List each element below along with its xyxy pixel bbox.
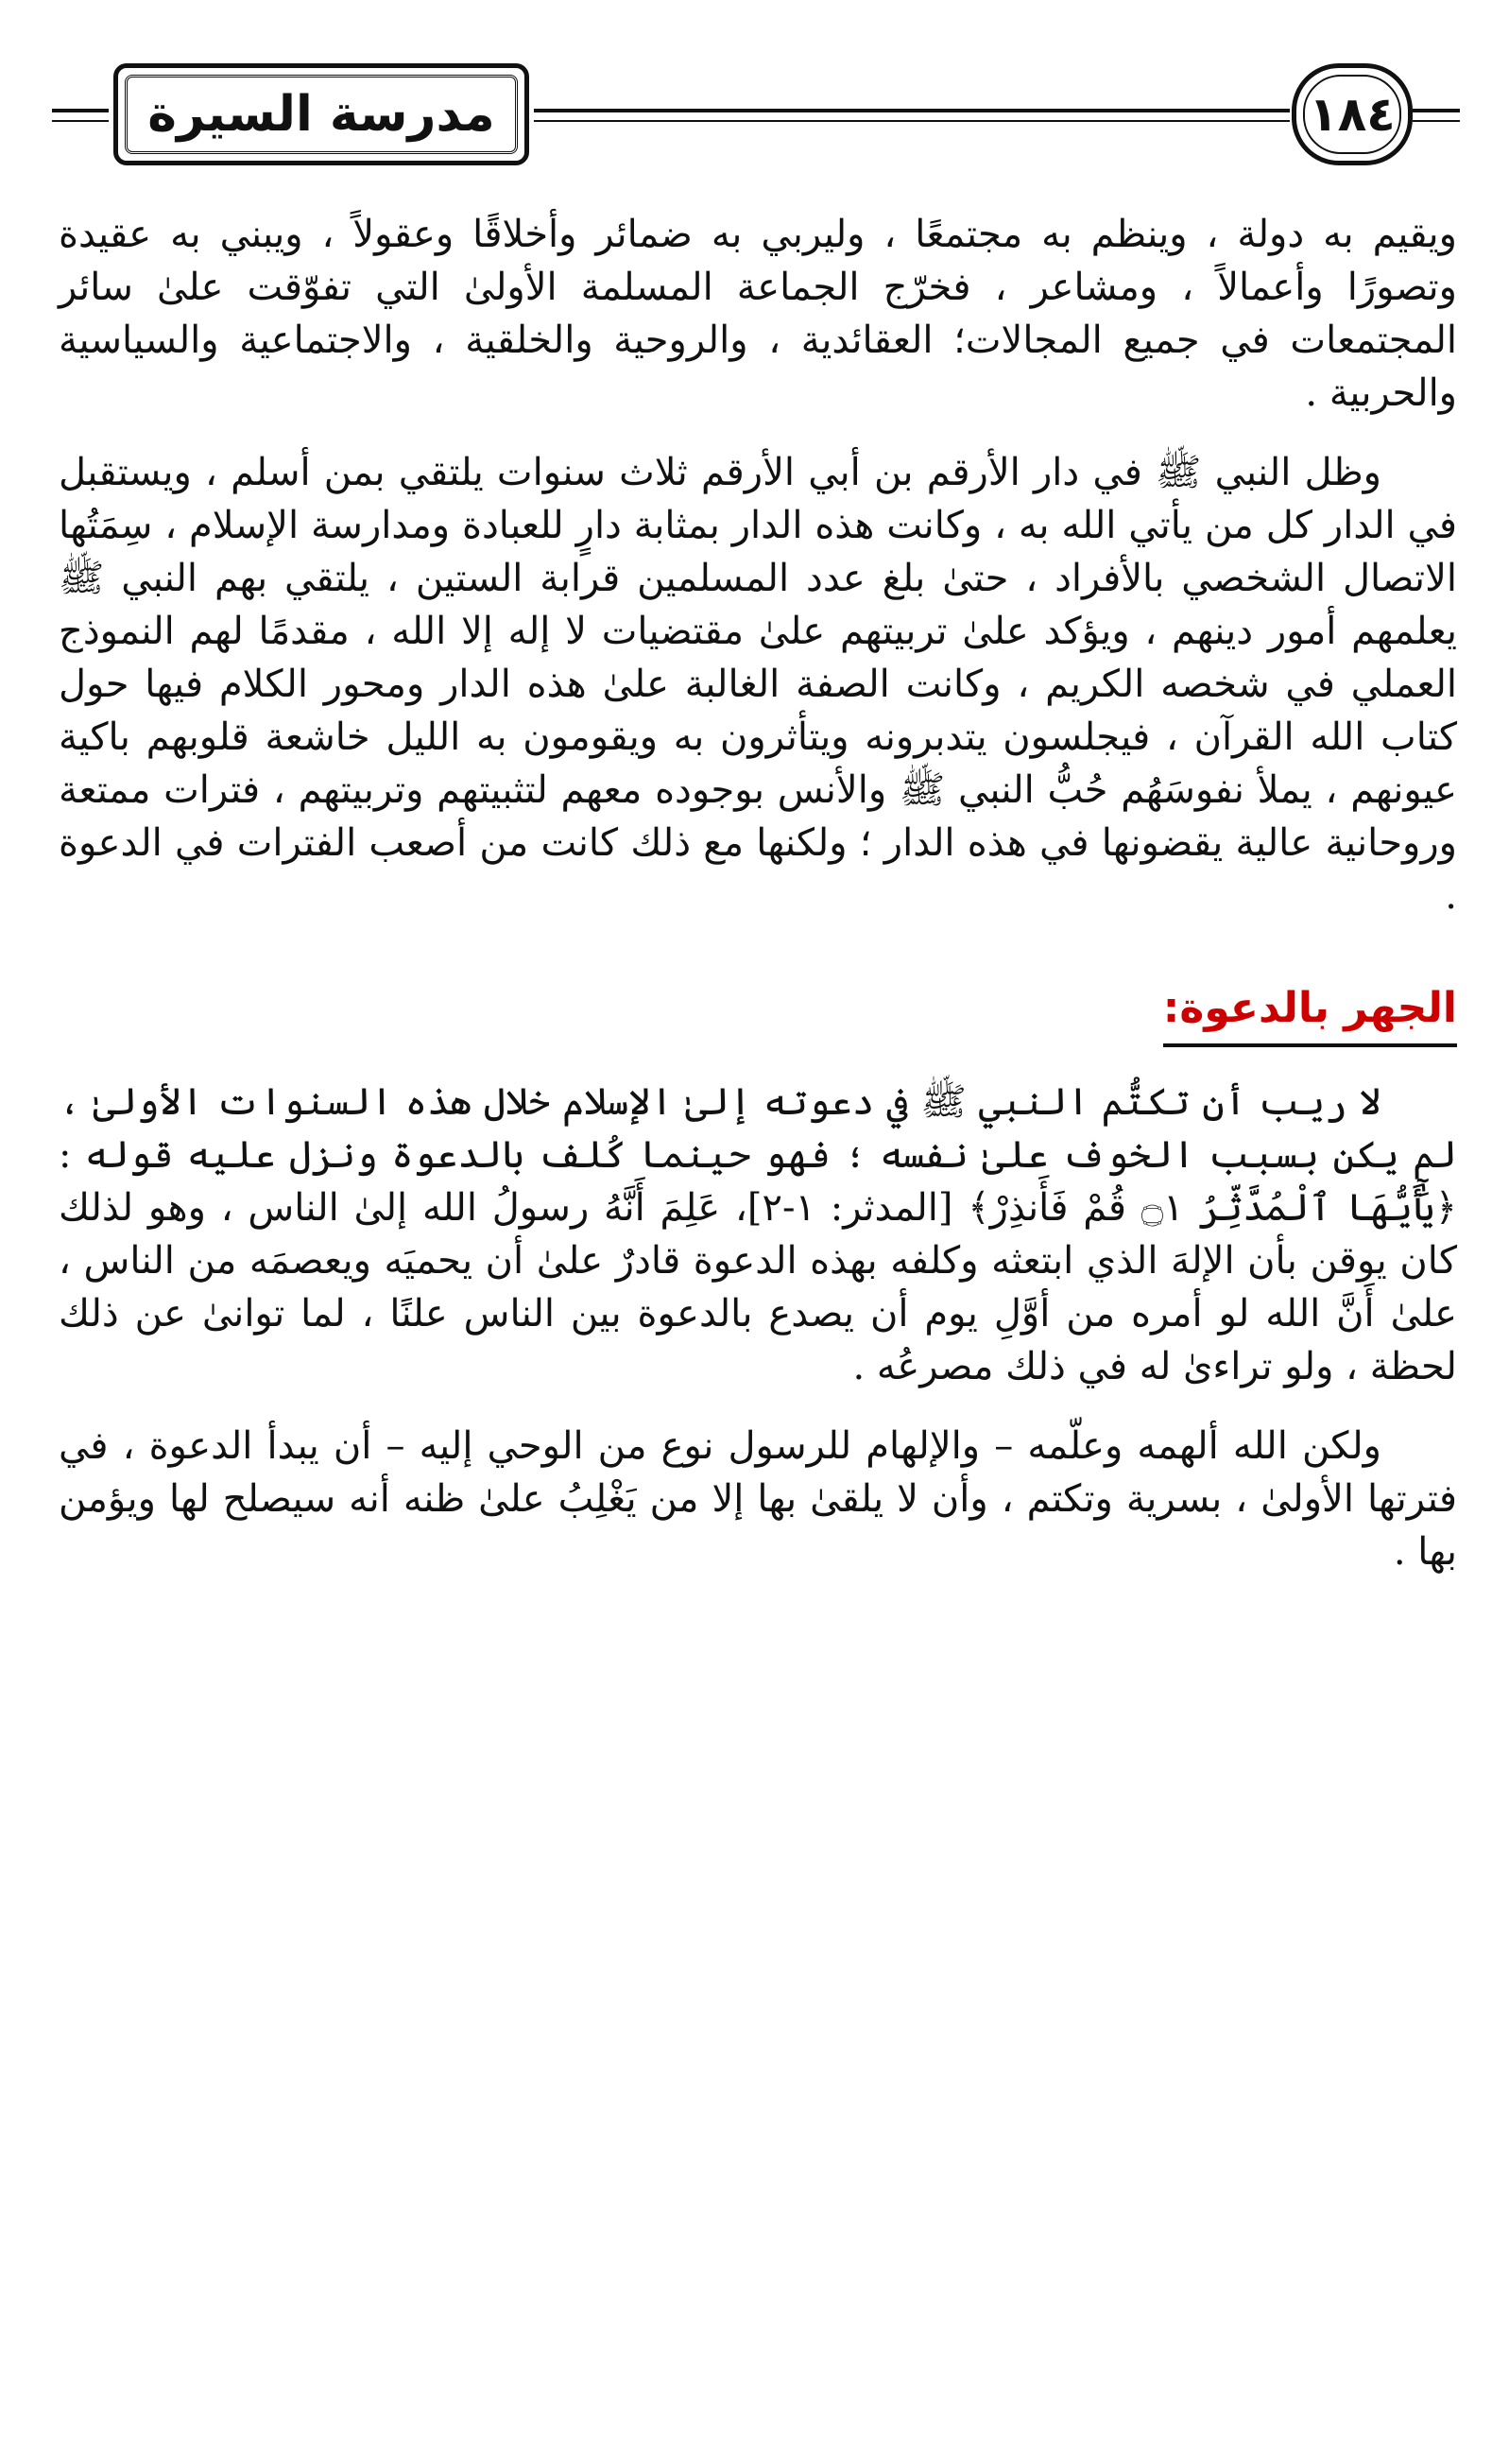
paragraph-inspiration: ولكن الله ألهمه وعلّمه – والإلهام للرسول نوع من الوحي إليه – أن يبدأ الدعوة ، في فترتها الأولىٰ ، بسرية وتكتم ، وأن لا يلقىٰ بها إلا من يَغْلِبُ علىٰ ظنه أنه سيصلح لها ويؤمن بها .	[59, 1423, 1457, 1574]
page-number-cartouche	[1292, 63, 1413, 165]
header-rule	[534, 109, 1290, 112]
header-rule	[1413, 109, 1460, 112]
book-title-cartouche	[113, 63, 529, 165]
page-body	[59, 208, 1457, 1605]
page-header	[52, 52, 1460, 184]
header-rule	[52, 109, 109, 112]
paragraph-secrecy-reason: لا ريب أن تكتُّم النبي ﷺ في دعوته إلىٰ الإسلام خلال هذه السنوات الأولىٰ ، لم يكن بسبب الخوف علىٰ نفسه ؛ فهو حينما كُلف بالدعوة ونزل عليه قوله : ﴿يَٰٓأَيُّهَا ٱلْمُدَّثِّرُ ۝١ قُمْ فَأَنذِرْ﴾ [المدثر: ١-٢]، عَلِمَ أَنَّهُ رسولُ الله إلىٰ الناس ، وهو لذلك كان يوقن بأن الإلهَ الذي ابتعثه وكلفه بهذه الدعوة قادرٌ علىٰ أن يحميَه ويعصمَه من الناس ، علىٰ أَنَّ الله لو أمره من أوَّلِ يوم أن يصدع بالدعوة بين الناس علنًا ، لما توانىٰ عن ذلك لحظة ، ولو تراءىٰ له في ذلك مصرعُه .	[59, 1079, 1458, 1388]
header-rule	[534, 120, 1290, 122]
section-heading: الجهر بالدعوة:	[1163, 979, 1457, 1047]
header-rule	[52, 120, 109, 122]
section-heading-wrap	[59, 949, 1457, 1076]
book-title: مدرسة السيرة	[147, 86, 495, 143]
page-number: ١٨٤	[1309, 87, 1396, 142]
header-rule	[1413, 120, 1460, 122]
paragraph-continued: ويقيم به دولة ، وينظم به مجتمعًا ، وليربي به ضمائر وأخلاقًا وعقولاً ، ويبني به عقيدة وتصورًا وأعمالاً ، ومشاعر ، فخرّج الجماعة المسلمة الأولىٰ التي تفوّقت علىٰ سائر المجتمعات في جميع المجالات؛ العقائدية ، والروحية والخلقية ، والاجتماعية والسياسية والحربية .	[59, 213, 1457, 415]
paragraph-dar-al-arqam: وظل النبي ﷺ في دار الأرقم بن أبي الأرقم ثلاث سنوات يلتقي بمن أسلم ، ويستقبل في الدار كل من يأتي الله به ، وكانت هذه الدار بمثابة دارٍ للعبادة ومدارسة الإسلام ، سِمَتُها الاتصال الشخصي بالأفراد ، حتىٰ بلغ عدد المسلمين قرابة الستين ، يلتقي بهم النبي ﷺ يعلمهم أمور دينهم ، ويؤكد علىٰ تربيتهم علىٰ مقتضيات لا إله إلا الله ، مقدمًا لهم النموذج العملي في شخصه الكريم ، وكانت الصفة الغالبة علىٰ هذه الدار ومحور الكلام فيها حول كتاب الله القرآن ، فيجلسون يتدبرونه ويتأثرون به ويقومون به الليل خاشعة قلوبهم باكية عيونهم ، يملأ نفوسَهُم حُبُّ النبي ﷺ والأنس بوجوده معهم لتثبيتهم وتربيتهم ، فترات ممتعة وروحانية عالية يقضونها في هذه الدار ؛ ولكنها مع ذلك كانت من أصعب الفترات في الدعوة .	[59, 451, 1457, 918]
